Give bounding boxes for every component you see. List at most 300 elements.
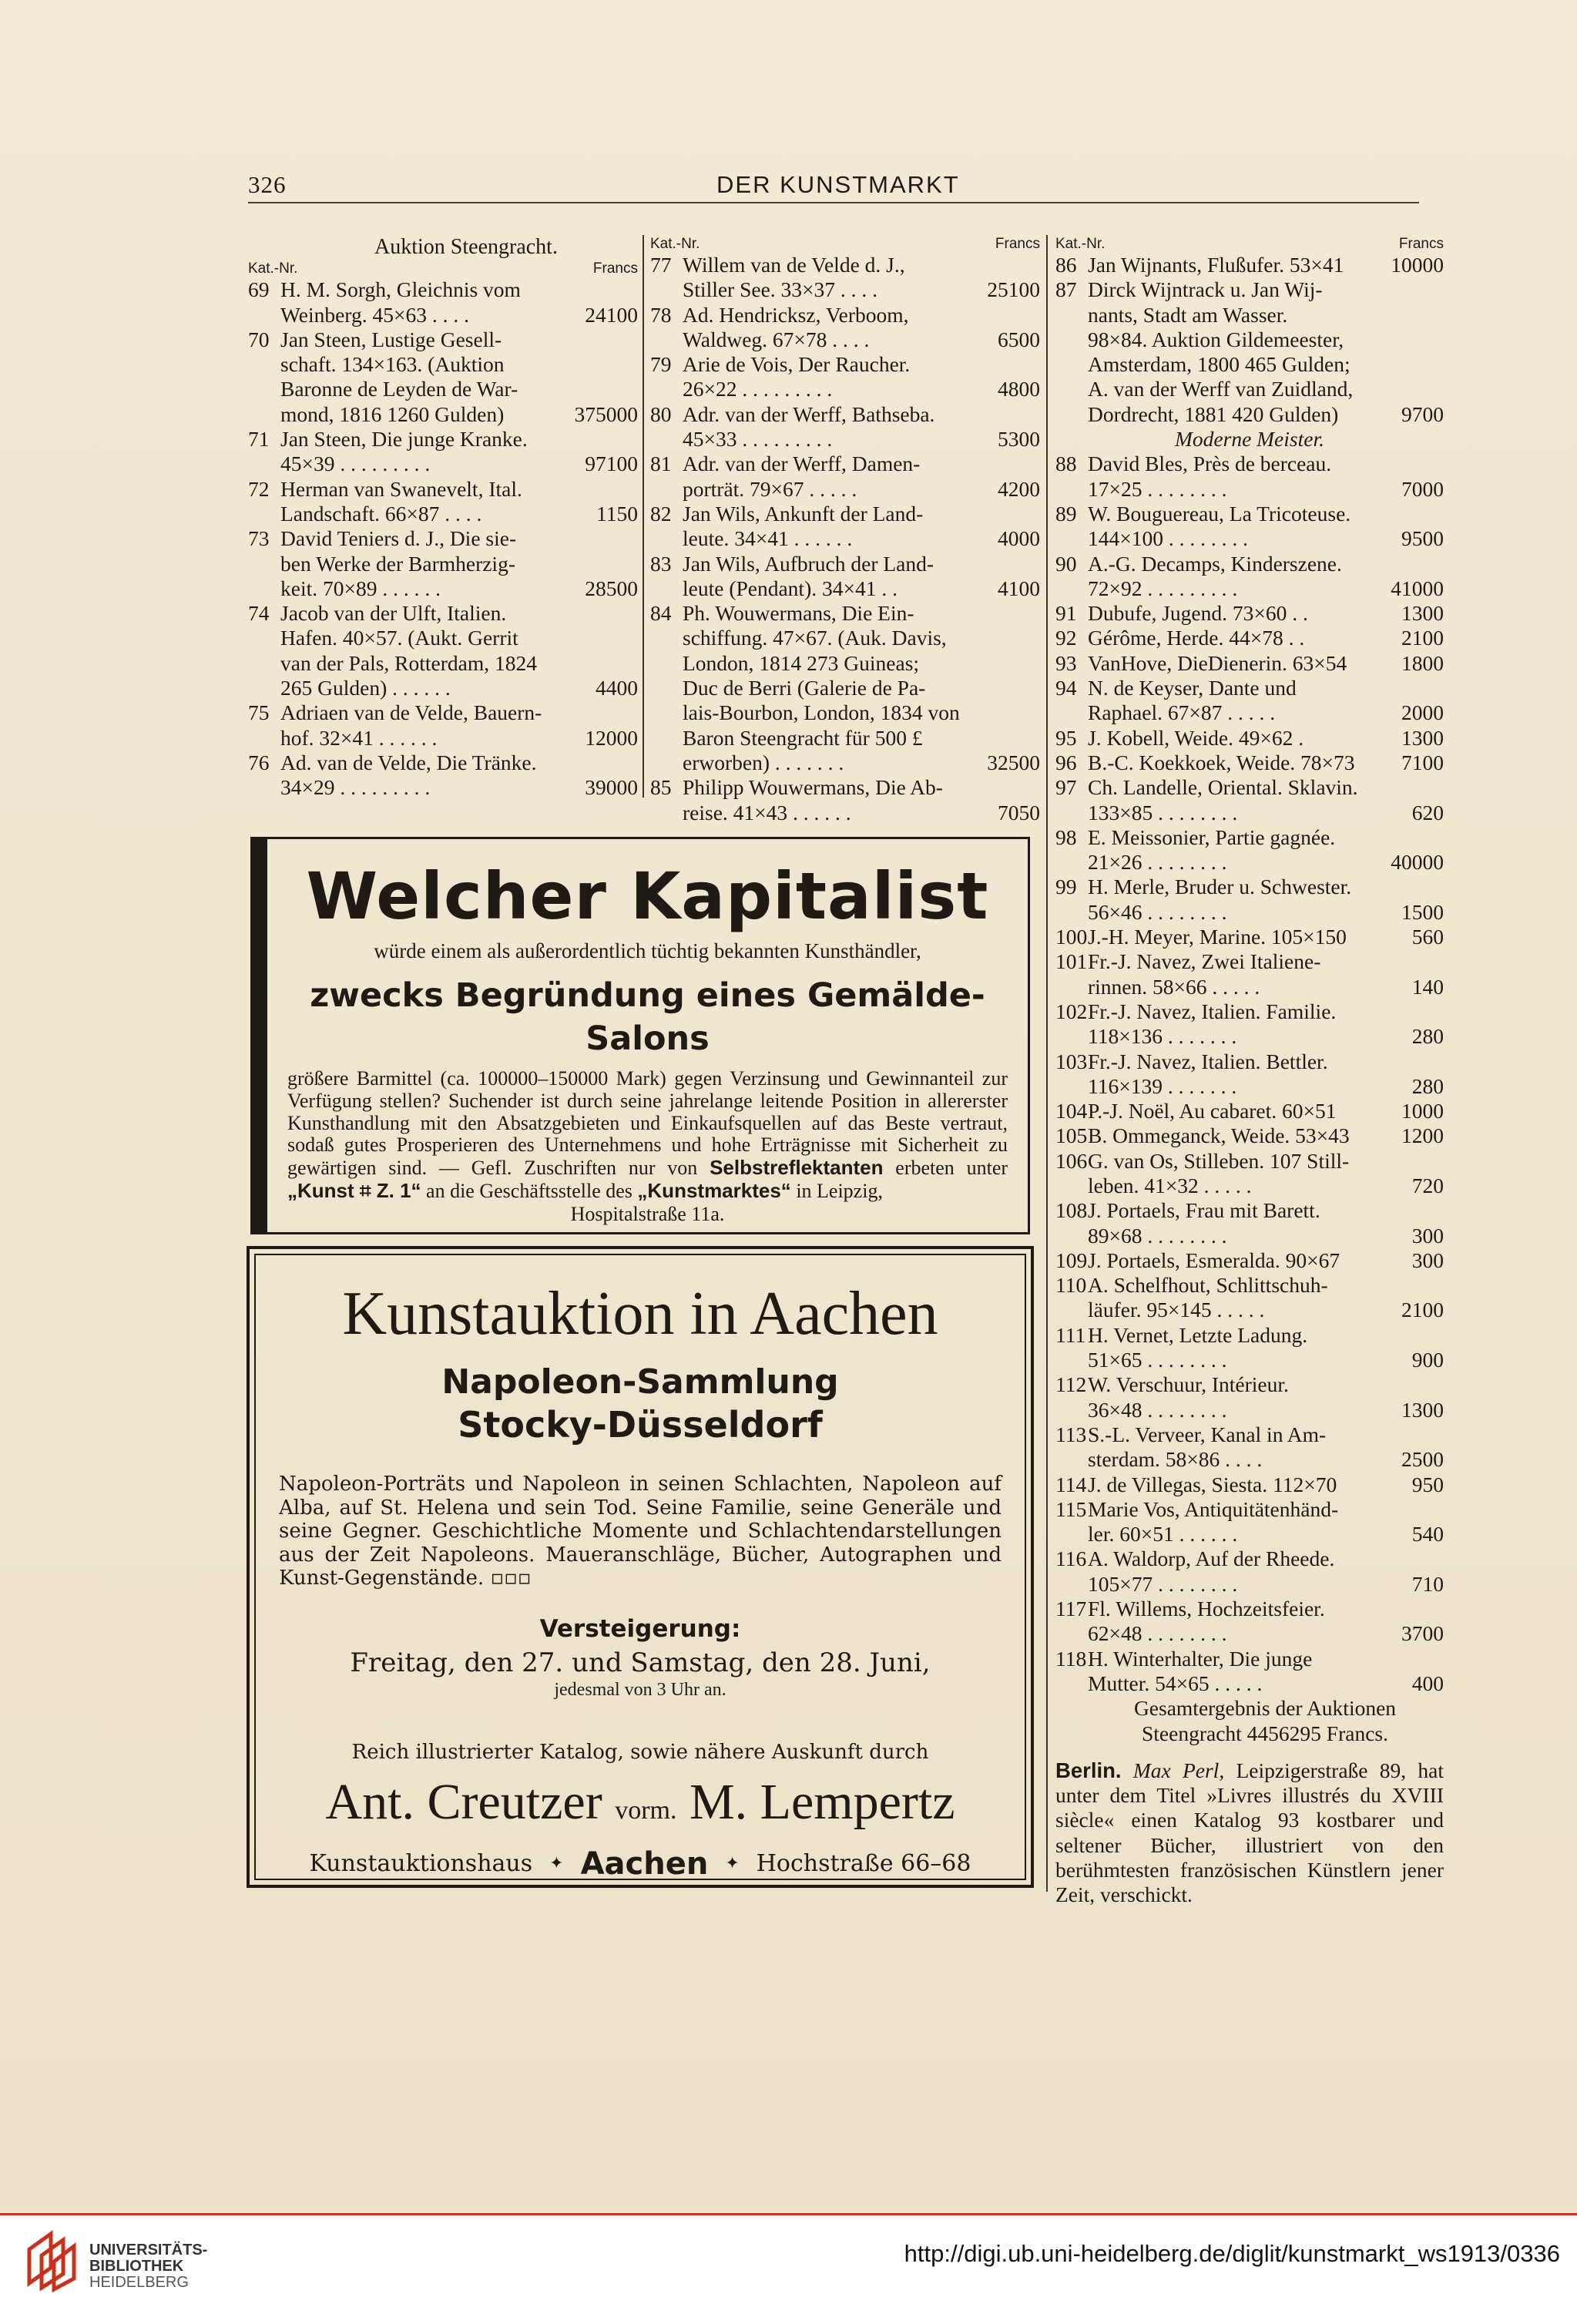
entry-price: 3700 bbox=[1401, 1621, 1444, 1646]
entry-last-line bbox=[683, 526, 1040, 551]
source-url-link[interactable]: http://digi.ub.uni-heidelberg.de/diglit/kunstmarkt_ws1913/0336 bbox=[904, 2240, 1560, 2267]
entry-line: E. Meissonier, Partie gagnée. bbox=[1088, 824, 1336, 849]
firm-house: Kunstauktionshaus bbox=[309, 1850, 533, 1877]
entry-text bbox=[683, 502, 1040, 552]
ad-text: in Leipzig, bbox=[796, 1179, 883, 1202]
entry-price: 1300 bbox=[1401, 601, 1444, 626]
berlin-text: Leipzigerstraße 89, hat unter dem Titel »Livres illustrés du XVIII siècle« einen Katalog 93 kostbarer und seltener Bücher, illustriert von den berühmtesten französischen Künstlern jener Zeit, verschickt. bbox=[1055, 1758, 1444, 1907]
ad-subtitle: Napoleon-Sammlung bbox=[441, 1362, 839, 1402]
entry-price: 32500 bbox=[987, 750, 1040, 774]
entry-last-line bbox=[683, 377, 1040, 401]
entry-line: 98×84. Auktion Gildemeester, bbox=[1088, 327, 1344, 351]
entry-line: 72×92 . . . . . . . . . bbox=[1088, 576, 1238, 600]
entry-last-line bbox=[1088, 975, 1444, 999]
catalog-entry bbox=[1055, 1049, 1444, 1100]
ad-subhead: zwecks Begründung eines Gemälde-Salons bbox=[310, 976, 985, 1058]
entry-line: leute. 34×41 . . . . . . bbox=[683, 526, 853, 551]
entry-number: 83 bbox=[650, 551, 672, 576]
entry-line: Fl. Willems, Hochzeitsfeier. bbox=[1088, 1597, 1325, 1621]
catalog-entry bbox=[248, 327, 638, 427]
ad-text: an die Geschäftsstelle des bbox=[426, 1179, 632, 1202]
entry-number: 72 bbox=[248, 476, 270, 501]
entry-line: rinnen. 58×66 . . . . . bbox=[1088, 974, 1260, 999]
column-header bbox=[248, 260, 638, 277]
entry-price: 2000 bbox=[1401, 700, 1444, 725]
catalog-entry bbox=[1055, 751, 1444, 775]
entry-number: 86 bbox=[1055, 253, 1077, 277]
entry-number: 103 bbox=[1055, 1049, 1088, 1073]
entry-line: 144×100 . . . . . . . . bbox=[1088, 526, 1249, 551]
entry-last-line bbox=[1088, 651, 1444, 676]
entry-price: 9700 bbox=[1401, 401, 1444, 426]
entry-last-line bbox=[1088, 751, 1444, 775]
ad-title: Kunstauktion in Aachen bbox=[342, 1280, 938, 1348]
entry-line: Raphael. 67×87 . . . . . bbox=[1088, 700, 1276, 725]
entry-text bbox=[1088, 1597, 1444, 1647]
entry-price: 4100 bbox=[998, 576, 1040, 600]
ad-text: erbeten unter bbox=[895, 1157, 1008, 1180]
entry-last-line bbox=[1088, 477, 1444, 502]
entry-list bbox=[1055, 253, 1444, 427]
ad-katalog: Reich illustrierter Katalog, sowie nähere Auskunft durch bbox=[351, 1740, 929, 1764]
entry-last-line bbox=[1088, 1348, 1444, 1372]
catalog-entry bbox=[1055, 1149, 1444, 1199]
entry-number: 76 bbox=[248, 750, 270, 774]
entry-text bbox=[1088, 999, 1444, 1049]
entry-line: J. Portaels, Esmeralda. 90×67 bbox=[1088, 1248, 1340, 1272]
entry-last-line bbox=[280, 502, 638, 526]
entry-number: 118 bbox=[1055, 1646, 1087, 1671]
entry-line: 265 Gulden) . . . . . . bbox=[280, 676, 451, 700]
total-line: Steengracht 4456295 Francs. bbox=[1142, 1721, 1388, 1745]
entry-text bbox=[683, 352, 1040, 402]
catalog-entry bbox=[1055, 502, 1444, 552]
entry-text bbox=[1088, 1547, 1444, 1597]
entry-last-line bbox=[1088, 576, 1444, 601]
entry-text bbox=[1088, 1198, 1444, 1248]
catalog-entry bbox=[1055, 1123, 1444, 1148]
entry-number: 98 bbox=[1055, 824, 1077, 849]
ad-headline: Welcher Kapitalist bbox=[306, 858, 989, 934]
entry-price: 1150 bbox=[596, 501, 638, 526]
entry-line: Adr. van der Werff, Damen- bbox=[683, 452, 921, 476]
entry-line: A. van der Werff van Zuidland, bbox=[1088, 377, 1354, 401]
entry-text bbox=[280, 526, 638, 601]
entry-last-line bbox=[1088, 402, 1444, 427]
entry-price: 560 bbox=[1411, 925, 1444, 949]
footer-bar bbox=[0, 2215, 1577, 2324]
entry-last-line bbox=[1088, 1473, 1444, 1497]
entry-line: P.-J. Noël, Au cabaret. 60×51 bbox=[1088, 1099, 1337, 1123]
catalog-entry bbox=[248, 601, 638, 700]
entry-price: 900 bbox=[1411, 1348, 1444, 1372]
entry-line: Gérôme, Herde. 44×78 . . bbox=[1088, 626, 1305, 650]
entry-text bbox=[1088, 1123, 1444, 1148]
entry-last-line bbox=[1088, 1671, 1444, 1696]
entry-line: Ch. Landelle, Oriental. Sklavin. bbox=[1088, 775, 1358, 800]
catalog-entry bbox=[650, 775, 1040, 825]
entry-line: mond, 1816 1260 Gulden) bbox=[280, 401, 505, 426]
entry-last-line bbox=[683, 277, 1040, 302]
catalog-entry bbox=[650, 402, 1040, 452]
entry-line: G. van Os, Stilleben. 107 Still- bbox=[1088, 1148, 1350, 1173]
entry-number: 90 bbox=[1055, 551, 1077, 576]
entry-price: 620 bbox=[1411, 800, 1444, 824]
entry-text bbox=[1088, 1273, 1444, 1323]
entry-text bbox=[1088, 949, 1444, 999]
entry-last-line bbox=[280, 775, 638, 800]
entry-number: 112 bbox=[1055, 1372, 1087, 1397]
entry-last-line bbox=[1088, 900, 1444, 925]
ad-text: größere Barmittel (ca. 100000–150000 Mark) gegen Verzinsung und Gewinnanteil zur Verfügung stellen? Suchender ist durch seine jahrelange leitende Position in allererster Kunsthandlung mit den Absatzgebieten und Einkaufsquellen auf das Beste vertraut, sodaß gutes Prosperieren des Unternehmens und hohe Erträgnisse mit Sicherheit zu gewärtigen sind. — Gefl. Zuschriften nur von bbox=[287, 1067, 1008, 1180]
entry-last-line bbox=[1088, 1298, 1444, 1322]
entry-line: W. Bouguereau, La Tricoteuse. bbox=[1088, 501, 1351, 526]
entry-last-line bbox=[1088, 1174, 1444, 1198]
catalog-entry bbox=[1055, 277, 1444, 427]
catalog-entry bbox=[1055, 626, 1444, 650]
entry-line: Hafen. 40×57. (Aukt. Gerrit bbox=[280, 626, 518, 650]
entry-price: 25100 bbox=[987, 277, 1040, 302]
entry-price: 710 bbox=[1411, 1571, 1444, 1596]
francs-label: Francs bbox=[592, 260, 638, 277]
entry-number: 99 bbox=[1055, 875, 1077, 899]
entry-price: 10000 bbox=[1391, 253, 1444, 277]
entry-last-line bbox=[1088, 1074, 1444, 1099]
entry-line: schiffung. 47×67. (Auk. Davis, bbox=[683, 626, 947, 650]
entry-text bbox=[1088, 253, 1444, 277]
entry-price: 1800 bbox=[1401, 650, 1444, 675]
entry-line: Baronne de Leyden de War- bbox=[280, 377, 518, 401]
entry-price: 41000 bbox=[1391, 576, 1444, 600]
entry-line: van der Pals, Rotterdam, 1824 bbox=[280, 650, 537, 675]
entry-number: 111 bbox=[1055, 1322, 1086, 1347]
entry-last-line bbox=[683, 327, 1040, 352]
firm-street: Hochstraße 66–68 bbox=[756, 1850, 971, 1877]
entry-text bbox=[1088, 1248, 1444, 1273]
catalog-entry bbox=[1055, 999, 1444, 1049]
entry-last-line bbox=[1088, 1123, 1444, 1148]
catalog-entry bbox=[248, 700, 638, 751]
entry-line: 45×33 . . . . . . . . . bbox=[683, 427, 833, 452]
entry-number: 93 bbox=[1055, 650, 1077, 675]
berlin-notice bbox=[1055, 1758, 1444, 1908]
entry-text bbox=[1088, 651, 1444, 676]
ad-firm-address bbox=[279, 1846, 1002, 1882]
entry-text bbox=[1088, 1149, 1444, 1199]
entry-line: 45×39 . . . . . . . . . bbox=[280, 452, 431, 476]
entry-text bbox=[1088, 601, 1444, 626]
catalog-entry bbox=[650, 303, 1040, 353]
entry-line: Adr. van der Werff, Bathseba. bbox=[683, 401, 935, 426]
running-head: DER KUNSTMARKT bbox=[716, 171, 960, 198]
catalog-entry bbox=[650, 253, 1040, 303]
entry-number: 108 bbox=[1055, 1198, 1088, 1223]
catalog-entry bbox=[650, 552, 1040, 602]
entry-line: läufer. 95×145 . . . . . bbox=[1088, 1298, 1265, 1322]
entry-price: 1000 bbox=[1401, 1099, 1444, 1123]
catalog-entry bbox=[1055, 1099, 1444, 1123]
entry-last-line bbox=[683, 427, 1040, 452]
entry-number: 109 bbox=[1055, 1248, 1088, 1272]
section-subhead: Moderne Meister. bbox=[1175, 427, 1324, 452]
entry-line: S.-L. Verveer, Kanal in Am- bbox=[1088, 1422, 1327, 1446]
entry-line: 51×65 . . . . . . . . bbox=[1088, 1348, 1227, 1372]
entry-number: 96 bbox=[1055, 750, 1077, 774]
entry-text bbox=[1088, 875, 1444, 925]
entry-line: leben. 41×32 . . . . . bbox=[1088, 1173, 1252, 1197]
entry-text bbox=[1088, 277, 1444, 427]
entry-price: 300 bbox=[1411, 1223, 1444, 1248]
entry-line: sterdam. 58×86 . . . . bbox=[1088, 1447, 1263, 1472]
entry-text bbox=[1088, 1372, 1444, 1422]
entry-number: 92 bbox=[1055, 626, 1077, 650]
advertisement-kapitalist bbox=[250, 837, 1030, 1234]
entry-line: hof. 32×41 . . . . . . bbox=[280, 725, 438, 750]
entry-line: Jan Steen, Die junge Kranke. bbox=[280, 427, 528, 452]
entry-text bbox=[1088, 1647, 1444, 1697]
catalog-entry bbox=[650, 452, 1040, 502]
entry-price: 2100 bbox=[1401, 1298, 1444, 1322]
entry-line: London, 1814 273 Guineas; bbox=[683, 650, 920, 675]
catalog-entry bbox=[1055, 1547, 1444, 1597]
entry-line: 34×29 . . . . . . . . . bbox=[280, 775, 431, 800]
entry-line: 89×68 . . . . . . . . bbox=[1088, 1223, 1227, 1248]
entry-number: 74 bbox=[248, 601, 270, 626]
entry-text bbox=[1088, 751, 1444, 775]
entry-last-line bbox=[1088, 1447, 1444, 1472]
entry-number: 117 bbox=[1055, 1597, 1087, 1621]
entry-line: 26×22 . . . . . . . . . bbox=[683, 377, 833, 401]
entry-list bbox=[1055, 452, 1444, 1696]
auction-title: Auktion Steengracht. bbox=[374, 235, 558, 259]
entry-number: 73 bbox=[248, 526, 270, 551]
entry-text bbox=[1088, 626, 1444, 650]
column-rule-1 bbox=[643, 235, 644, 798]
entry-line: J. de Villegas, Siesta. 112×70 bbox=[1088, 1472, 1337, 1496]
entry-text bbox=[1088, 676, 1444, 726]
entry-last-line bbox=[1088, 726, 1444, 751]
entry-price: 1300 bbox=[1401, 1397, 1444, 1422]
entry-number: 115 bbox=[1055, 1496, 1087, 1521]
entry-line: erworben) . . . . . . . bbox=[683, 750, 844, 774]
entry-price: 540 bbox=[1411, 1522, 1444, 1547]
entry-price: 950 bbox=[1411, 1472, 1444, 1496]
entry-last-line bbox=[1088, 1248, 1444, 1273]
library-name-line: BIBLIOTHEK bbox=[89, 2258, 184, 2275]
entry-line: Dordrecht, 1881 420 Gulden) bbox=[1088, 401, 1339, 426]
entry-line: J. Kobell, Weide. 49×62 . bbox=[1088, 725, 1304, 750]
entry-line: Ad. van de Velde, Die Tränke. bbox=[280, 750, 537, 774]
column-rule-2 bbox=[1046, 235, 1048, 1892]
entry-price: 280 bbox=[1411, 1024, 1444, 1049]
entry-line: H. Winterhalter, Die junge bbox=[1088, 1646, 1313, 1671]
entry-line: 17×25 . . . . . . . . bbox=[1088, 476, 1227, 501]
entry-last-line bbox=[1088, 1572, 1444, 1597]
entry-text bbox=[1088, 726, 1444, 751]
francs-label: Francs bbox=[1398, 236, 1444, 252]
entry-number: 79 bbox=[650, 352, 672, 377]
entry-line: Dirck Wijntrack u. Jan Wij- bbox=[1088, 277, 1323, 302]
entry-price: 7100 bbox=[1401, 750, 1444, 774]
entry-number: 75 bbox=[248, 700, 270, 725]
entry-line: H. Merle, Bruder u. Schwester. bbox=[1088, 875, 1352, 899]
entry-number: 110 bbox=[1055, 1273, 1087, 1298]
katnr-label: Kat.-Nr. bbox=[650, 236, 700, 252]
entry-number: 85 bbox=[650, 775, 672, 800]
entry-line: 116×139 . . . . . . . bbox=[1088, 1073, 1237, 1098]
entry-line: J.-H. Meyer, Marine. 105×150 bbox=[1088, 925, 1347, 949]
entry-last-line bbox=[1088, 1224, 1444, 1248]
catalog-entry bbox=[248, 751, 638, 801]
entry-last-line bbox=[683, 751, 1040, 775]
entry-last-line bbox=[1088, 1522, 1444, 1547]
entry-line: Baron Steengracht für 500 £ bbox=[683, 725, 923, 750]
entry-number: 77 bbox=[650, 253, 672, 277]
entry-price: 4000 bbox=[998, 526, 1040, 551]
entry-number: 105 bbox=[1055, 1123, 1088, 1148]
entry-line: 56×46 . . . . . . . . bbox=[1088, 899, 1227, 924]
entry-last-line bbox=[1088, 925, 1444, 949]
entry-text bbox=[1088, 452, 1444, 502]
entry-line: ben Werke der Barmherzig- bbox=[280, 551, 515, 576]
entry-price: 4400 bbox=[596, 676, 638, 700]
catalog-entry bbox=[1055, 825, 1444, 875]
entry-line: 21×26 . . . . . . . . bbox=[1088, 850, 1227, 875]
entry-text bbox=[683, 775, 1040, 825]
entry-number: 95 bbox=[1055, 725, 1077, 750]
entry-line: B.-C. Koekkoek, Weide. 78×73 bbox=[1088, 750, 1355, 774]
entry-price: 4200 bbox=[998, 476, 1040, 501]
entry-line: 133×85 . . . . . . . . bbox=[1088, 800, 1238, 824]
catalog-entry bbox=[1055, 676, 1444, 726]
entry-number: 87 bbox=[1055, 277, 1077, 302]
entry-last-line bbox=[1088, 1398, 1444, 1422]
catalog-entry bbox=[248, 427, 638, 477]
entry-price: 300 bbox=[1411, 1248, 1444, 1272]
entry-line: Jan Wijnants, Flußufer. 53×41 bbox=[1088, 253, 1344, 277]
diamond-icon: ✦ bbox=[549, 1854, 564, 1873]
entry-text bbox=[683, 303, 1040, 353]
entry-last-line bbox=[280, 726, 638, 751]
entry-price: 6500 bbox=[998, 327, 1040, 351]
catalog-entry bbox=[1055, 651, 1444, 676]
catalog-entry bbox=[1055, 552, 1444, 602]
catalog-entry bbox=[650, 352, 1040, 402]
ad-date: Freitag, den 27. und Samstag, den 28. Juni, bbox=[350, 1647, 931, 1678]
entry-text bbox=[1088, 925, 1444, 949]
catalog-entry bbox=[1055, 1372, 1444, 1422]
catalog-entry bbox=[248, 277, 638, 327]
entry-last-line bbox=[280, 402, 638, 427]
entry-number: 71 bbox=[248, 427, 270, 452]
entry-text bbox=[1088, 1049, 1444, 1100]
entry-number: 102 bbox=[1055, 999, 1088, 1023]
ad-text-bold: „Kunst ⌗ Z. 1“ bbox=[287, 1178, 421, 1202]
firm-name: M. Lempertz bbox=[689, 1773, 955, 1830]
advertisement-kunstauktion bbox=[254, 1254, 1026, 1880]
catalog-entry bbox=[1055, 1497, 1444, 1547]
entry-text bbox=[280, 427, 638, 477]
catalog-entry bbox=[1055, 1597, 1444, 1647]
entry-last-line bbox=[683, 576, 1040, 601]
column-2 bbox=[650, 235, 1040, 825]
katnr-label: Kat.-Nr. bbox=[248, 260, 298, 277]
ad-firm bbox=[279, 1773, 1002, 1840]
entry-last-line bbox=[1088, 626, 1444, 650]
entry-line: VanHove, DieDienerin. 63×54 bbox=[1088, 650, 1347, 675]
katnr-label: Kat.-Nr. bbox=[1055, 236, 1106, 252]
entry-line: Mutter. 54×65 . . . . . bbox=[1088, 1671, 1263, 1695]
entry-text bbox=[1088, 1473, 1444, 1497]
library-logo-icon bbox=[20, 2229, 83, 2292]
catalog-entry bbox=[248, 526, 638, 601]
firm-name: Ant. Creutzer bbox=[325, 1773, 602, 1830]
entry-line: Jan Steen, Lustige Gesell- bbox=[280, 327, 502, 351]
entry-number: 94 bbox=[1055, 676, 1077, 700]
catalog-entry bbox=[1055, 1248, 1444, 1273]
entry-price: 28500 bbox=[585, 576, 638, 600]
ad-body bbox=[287, 1068, 1008, 1203]
entry-text bbox=[683, 253, 1040, 303]
entry-line: Marie Vos, Antiquitätenhänd- bbox=[1088, 1496, 1339, 1521]
entry-last-line bbox=[280, 452, 638, 476]
entry-number: 104 bbox=[1055, 1099, 1088, 1123]
entry-line: David Teniers d. J., Die sie- bbox=[280, 526, 517, 551]
entry-price: 720 bbox=[1411, 1173, 1444, 1197]
entry-line: Herman van Swanevelt, Ital. bbox=[280, 476, 522, 501]
entry-price: 39000 bbox=[585, 775, 638, 800]
entry-line: Duc de Berri (Galerie de Pa- bbox=[683, 676, 926, 700]
catalog-entry bbox=[1055, 1473, 1444, 1497]
entry-number: 88 bbox=[1055, 452, 1077, 476]
firm-vorm: vorm. bbox=[615, 1795, 677, 1825]
firm-city: Aachen bbox=[580, 1845, 709, 1882]
entry-line: Fr.-J. Navez, Italien. Familie. bbox=[1088, 999, 1337, 1023]
entry-price: 1300 bbox=[1401, 725, 1444, 750]
entry-last-line bbox=[1088, 1099, 1444, 1123]
catalog-entry bbox=[1055, 601, 1444, 626]
catalog-entry bbox=[1055, 875, 1444, 925]
ad-text-bold: „Kunstmarktes“ bbox=[637, 1178, 791, 1202]
library-name-line: HEIDELBERG bbox=[89, 2274, 189, 2291]
library-name bbox=[89, 2242, 207, 2291]
column-1 bbox=[248, 235, 638, 801]
entry-line: J. Portaels, Frau mit Barett. bbox=[1088, 1198, 1320, 1223]
francs-label: Francs bbox=[995, 236, 1040, 252]
entry-line: Willem van de Velde d. J., bbox=[683, 253, 905, 277]
entry-line: H. M. Sorgh, Gleichnis vom bbox=[280, 277, 521, 302]
entry-line: schaft. 134×163. (Auktion bbox=[280, 352, 505, 377]
entry-last-line bbox=[1088, 601, 1444, 626]
entry-number: 69 bbox=[248, 277, 270, 302]
header-rule bbox=[248, 202, 1419, 203]
entry-text bbox=[683, 552, 1040, 602]
column-header bbox=[650, 235, 1040, 253]
catalog-entry bbox=[248, 477, 638, 527]
entry-line: Arie de Vois, Der Raucher. bbox=[683, 352, 911, 377]
entry-line: Jan Wils, Aufbruch der Land- bbox=[683, 551, 934, 576]
catalog-entry bbox=[1055, 1273, 1444, 1323]
total-line: Gesamtergebnis der Auktionen bbox=[1133, 1696, 1397, 1721]
ad-lead: würde einem als außerordentlich tüchtig bekannten Kunsthändler, bbox=[374, 939, 921, 962]
entry-number: 100 bbox=[1055, 925, 1088, 949]
entry-number: 114 bbox=[1055, 1472, 1087, 1496]
entry-price: 4800 bbox=[998, 377, 1040, 401]
entry-last-line bbox=[1088, 700, 1444, 725]
entry-line: 105×77 . . . . . . . . bbox=[1088, 1571, 1238, 1596]
entry-price: 1500 bbox=[1401, 899, 1444, 924]
entry-line: 118×136 . . . . . . . bbox=[1088, 1024, 1237, 1049]
